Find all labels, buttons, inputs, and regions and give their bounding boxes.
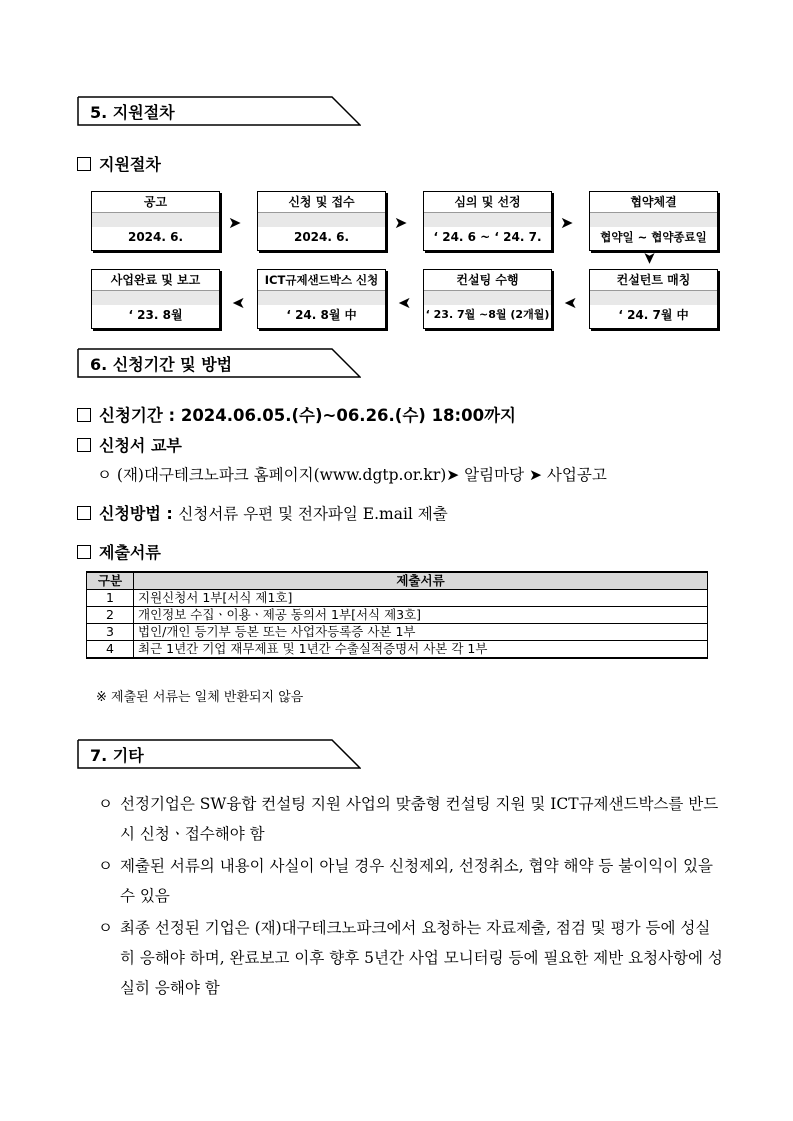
bullet-icon: ㅇ [98, 919, 113, 937]
procedure-heading: 지원절차 [77, 152, 161, 175]
section-7-title: 7. 기타 [90, 746, 144, 765]
documents-table [86, 571, 708, 659]
step-name: 사업완료 및 보고 [92, 270, 219, 291]
arrow-down-icon: ➤ [640, 251, 660, 265]
step-date: 2024. 6. [127, 230, 184, 244]
arrow-left-icon: ➤ [398, 293, 412, 312]
apply-period: 신청기간 : 2024.06.05.(수)~06.26.(수) 18:00까지 [77, 402, 516, 426]
table-row: 3 법인/개인 등기부 등본 또는 사업자등록증 사본 1부 [87, 624, 708, 641]
apply-method [77, 501, 448, 524]
step-box-2 [257, 191, 386, 251]
arrow-right-icon: ➤ [560, 213, 574, 232]
arrow-right-icon: ➤ [228, 213, 242, 232]
checkbox-square-icon [77, 408, 91, 422]
form-detail: ㅇ (재)대구테크노파크 홈페이지(www.dgtp.or.kr)➤ 알림마당 ➤ 사업공고 [97, 466, 607, 484]
step-box-7 [257, 269, 386, 329]
step-date: ‘ 24. 8월 中 [286, 308, 357, 322]
step-date: ‘ 24. 6 ~ ‘ 24. 7. [433, 230, 542, 244]
step-name: ICT규제샌드박스 신청 [258, 270, 385, 291]
col-header-doc: 제출서류 [134, 572, 708, 590]
step-date: ‘ 23. 7월 ~8월 (2개월) [425, 308, 550, 321]
section-6-header [77, 348, 361, 378]
method-label: 신청방법 : [99, 504, 173, 523]
step-name: 공고 [92, 192, 219, 213]
section-5-header [77, 96, 361, 126]
step-box-1 [91, 191, 220, 251]
table-row: 4 최근 1년간 기업 재무제표 및 1년간 수출실적증명서 사본 각 1부 [87, 641, 708, 659]
step-name: 컨설팅 수행 [424, 270, 551, 291]
table-row: 2 개인정보 수집ㆍ이용ㆍ제공 동의서 1부[서식 제3호] [87, 607, 708, 624]
method-value: 신청서류 우편 및 전자파일 E.mail 제출 [178, 505, 448, 523]
step-box-5 [589, 269, 718, 329]
col-header-no: 구분 [87, 572, 134, 590]
arrow-right-icon: ➤ [394, 213, 408, 232]
checkbox-square-icon [77, 545, 91, 559]
table-row: 1 지원신청서 1부[서식 제1호] [87, 590, 708, 607]
checkbox-square-icon [77, 438, 91, 452]
section-6-title: 6. 신청기간 및 방법 [90, 355, 233, 374]
step-box-3 [423, 191, 552, 251]
checkbox-square-icon [77, 157, 91, 171]
etc-item-3: ㅇ 최종 선정된 기업은 (재)대구테크노파크에서 요청하는 자료제출, 점검 및 평가 등에 성실히 응해야 하며, 완료보고 이후 향후 5년간 사업 모니터링 등에 필요한 제반 요청사항에 성실히 응해야 함 [98, 913, 723, 1003]
etc-item-2: ㅇ 제출된 서류의 내용이 사실이 아닐 경우 신청제외, 선정취소, 협약 해약 등 불이익이 있을 수 있음 [98, 851, 723, 911]
arrow-left-icon: ➤ [232, 293, 246, 312]
section-7-header [77, 739, 361, 769]
bullet-icon: ㅇ [98, 857, 113, 875]
bullet-icon: ㅇ [98, 795, 113, 813]
table-header-row [87, 572, 708, 590]
step-name: 신청 및 접수 [258, 192, 385, 213]
step-date: ‘ 24. 7월 中 [618, 308, 689, 322]
arrow-left-icon: ➤ [564, 293, 578, 312]
docs-heading: 제출서류 [77, 540, 161, 563]
step-box-4 [589, 191, 718, 251]
step-name: 컨설턴트 매칭 [590, 270, 717, 291]
docs-note: ※ 제출된 서류는 일체 반환되지 않음 [96, 690, 304, 705]
step-name: 협약체결 [590, 192, 717, 213]
step-name: 심의 및 선정 [424, 192, 551, 213]
etc-item-1: ㅇ 선정기업은 SW융합 컨설팅 지원 사업의 맞춤형 컨설팅 지원 및 ICT규제샌드박스를 반드시 신청ㆍ접수해야 함 [98, 789, 723, 849]
section-5-title: 5. 지원절차 [90, 103, 175, 122]
checkbox-square-icon [77, 506, 91, 520]
step-date: 2024. 6. [293, 230, 350, 244]
step-box-8 [91, 269, 220, 329]
step-date: ‘ 23. 8월 [128, 308, 183, 322]
step-date: 협약일 ~ 협약종료일 [600, 230, 707, 244]
form-heading: 신청서 교부 [77, 433, 182, 456]
step-box-6 [423, 269, 552, 329]
